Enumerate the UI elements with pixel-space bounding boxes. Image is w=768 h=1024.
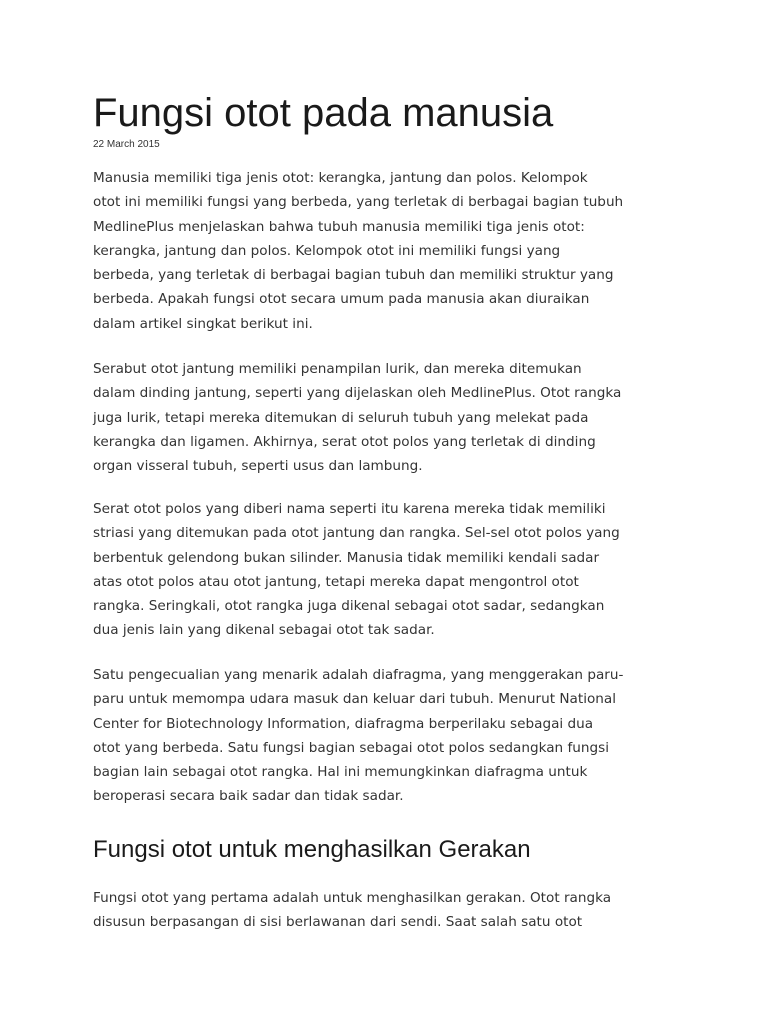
text-line: disusun berpasangan di sisi berlawanan dari sendi. Saat salah satu otot — [93, 914, 583, 931]
text-line: paru untuk memompa udara masuk dan keluar dari tubuh. Menurut National — [93, 691, 617, 708]
text-line: berbeda, yang terletak di berbagai bagian tubuh dan memiliki struktur yang — [93, 267, 614, 284]
text-line: Satu pengecualian yang menarik adalah diafragma, yang menggerakan paru- — [93, 667, 624, 683]
paragraph-cardiac — [93, 357, 621, 478]
text-line: otot ini memiliki fungsi yang berbeda, yang terletak di berbagai bagian tubuh — [93, 194, 624, 211]
text-line: MedlinePlus menjelaskan bahwa tubuh manusia memiliki tiga jenis otot: — [93, 218, 585, 235]
text-line: dalam dinding jantung, seperti yang dijelaskan oleh MedlinePlus. Otot rangka — [93, 385, 622, 402]
text-line: Fungsi otot yang pertama adalah untuk menghasilkan gerakan. Otot rangka — [93, 890, 612, 906]
text-line: beroperasi secara baik sadar dan tidak sadar. — [93, 788, 404, 805]
article-title: Fungsi otot pada manusia — [93, 91, 554, 135]
text-line: berbeda. Apakah fungsi otot secara umum pada manusia akan diuraikan — [93, 291, 590, 308]
text-line: kerangka, jantung dan polos. Kelompok otot ini memiliki fungsi yang — [93, 242, 561, 259]
text-line: bagian lain sebagai otot rangka. Hal ini memungkinkan diafragma untuk — [93, 764, 588, 781]
section-heading: Fungsi otot untuk menghasilkan Gerakan — [93, 836, 531, 863]
text-line: otot yang berbeda. Satu fungsi bagian sebagai otot polos sedangkan fungsi — [93, 739, 609, 756]
text-line: juga lurik, tetapi mereka ditemukan di seluruh tubuh yang melekat pada — [93, 409, 589, 426]
text-line: berbentuk gelendong bukan silinder. Manusia tidak memiliki kendali sadar — [93, 549, 600, 566]
text-line: kerangka dan ligamen. Akhirnya, serat otot polos yang terletak di dinding — [93, 433, 596, 450]
text-line: Manusia memiliki tiga jenis otot: kerangka, jantung dan polos. Kelompok — [93, 170, 588, 186]
article-date: 22 March 2015 — [93, 139, 160, 150]
text-line: striasi yang ditemukan pada otot jantung dan rangka. Sel-sel otot polos yang — [93, 525, 620, 542]
text-line: Center for Biotechnology Information, diafragma berperilaku sebagai dua — [93, 715, 594, 732]
paragraph-diaphragm — [93, 663, 623, 809]
text-line: Serabut otot jantung memiliki penampilan lurik, dan mereka ditemukan — [93, 361, 582, 377]
paragraph-smooth-muscle — [93, 497, 620, 643]
paragraph-intro — [93, 166, 623, 336]
text-line: organ visseral tubuh, seperti usus dan lambung. — [93, 458, 423, 475]
text-line: Serat otot polos yang diberi nama seperti itu karena mereka tidak memiliki — [93, 501, 606, 517]
text-line: dalam artikel singkat berikut ini. — [93, 315, 313, 332]
text-line: rangka. Seringkali, otot rangka juga dikenal sebagai otot sadar, sedangkan — [93, 598, 605, 615]
paragraph-movement — [93, 886, 611, 935]
text-line: atas otot polos atau otot jantung, tetapi mereka dapat mengontrol otot — [93, 573, 579, 590]
text-line: dua jenis lain yang dikenal sebagai otot tak sadar. — [93, 622, 435, 639]
